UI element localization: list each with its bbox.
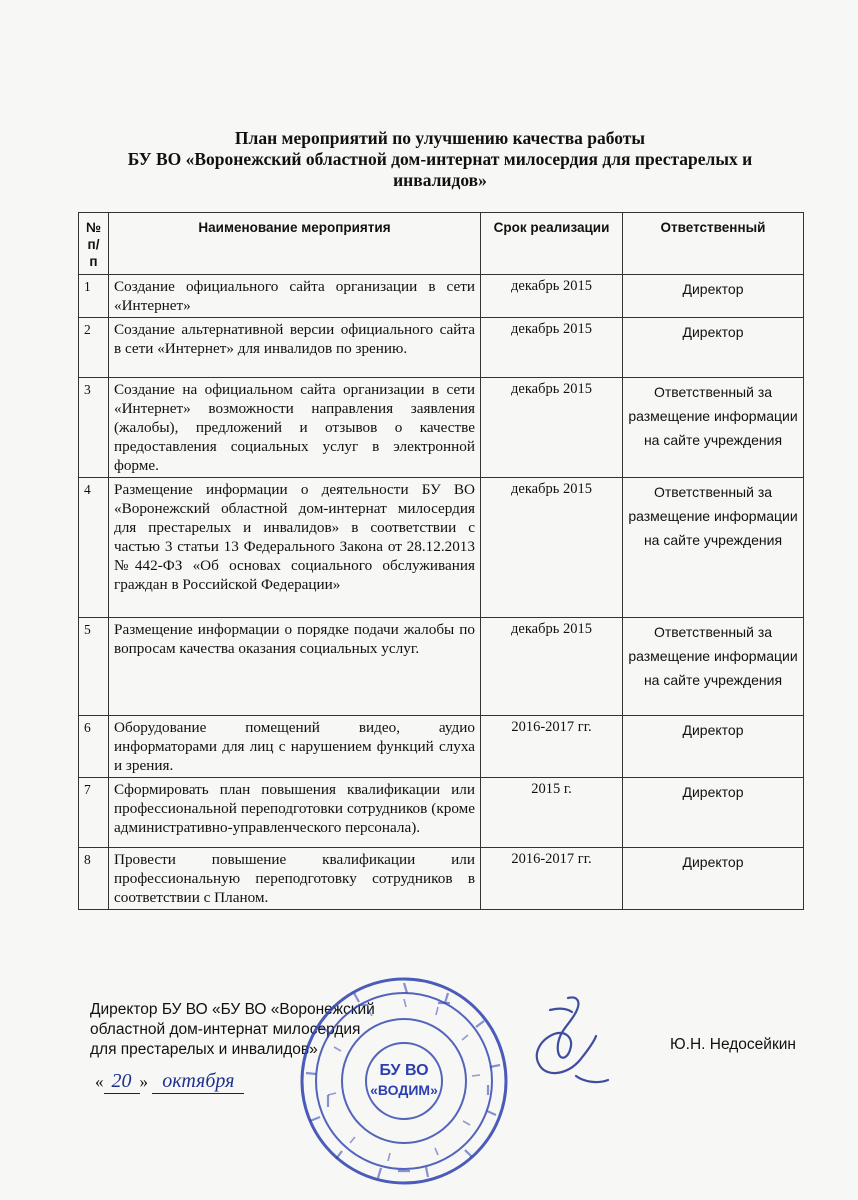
table-row <box>79 848 804 910</box>
cell-responsible: Директор <box>623 275 804 318</box>
cell-responsible: Директор <box>623 716 804 778</box>
cell-responsible: Ответственный за размещение информации на сайте учреждения <box>623 478 804 618</box>
cell-num: 1 <box>79 275 109 318</box>
table-row <box>79 716 804 778</box>
title-line-1: План мероприятий по улучшению качества работы <box>234 128 646 148</box>
cell-name: Создание официального сайта организации в сети «Интернет» <box>109 275 481 318</box>
table-header-row <box>79 213 804 275</box>
cell-term: декабрь 2015 <box>481 378 623 478</box>
cell-num: 4 <box>79 478 109 618</box>
page-title <box>60 128 820 191</box>
cell-term: декабрь 2015 <box>481 275 623 318</box>
header-num: № п/п <box>79 213 109 275</box>
date-quote-open: « <box>95 1072 104 1091</box>
cell-responsible: Ответственный за размещение информации на сайте учреждения <box>623 618 804 716</box>
cell-name: Сформировать план повышения квалификации или профессиональной переподготовки сотрудников (кроме административно-управленческого персонала). <box>109 778 481 848</box>
handwritten-signature <box>510 990 620 1100</box>
cell-name: Оборудование помещений видео, аудио информаторами для лиц с нарушением функций слуха и зрения. <box>109 716 481 778</box>
table-row <box>79 275 804 318</box>
date-quote-close: » <box>139 1072 148 1091</box>
cell-num: 8 <box>79 848 109 910</box>
cell-name: Размещение информации о порядке подачи жалобы по вопросам качества оказания социальных услуг. <box>109 618 481 716</box>
cell-term: декабрь 2015 <box>481 478 623 618</box>
cell-term: 2015 г. <box>481 778 623 848</box>
signer-name: Ю.Н. Недосейкин <box>670 1036 796 1053</box>
cell-name: Провести повышение квалификации или профессиональную переподготовку сотрудников в соответствии с Планом. <box>109 848 481 910</box>
cell-num: 5 <box>79 618 109 716</box>
cell-num: 3 <box>79 378 109 478</box>
director-line-1: Директор БУ ВО «БУ ВО «Воронежский <box>90 1001 375 1018</box>
cell-name: Создание альтернативной версии официального сайта в сети «Интернет» для инвалидов по зрению. <box>109 318 481 378</box>
signature-date <box>95 1070 244 1094</box>
cell-num: 6 <box>79 716 109 778</box>
header-name: Наименование мероприятия <box>109 213 481 275</box>
date-month: октября <box>152 1070 244 1094</box>
title-line-2: БУ ВО «Воронежский областной дом-интернат милосердия для престарелых и <box>127 149 753 169</box>
table-row <box>79 618 804 716</box>
director-line-3: для престарелых и инвалидов» <box>90 1041 318 1058</box>
cell-term: 2016-2017 гг. <box>481 848 623 910</box>
header-responsible: Ответственный <box>623 213 804 275</box>
cell-term: декабрь 2015 <box>481 618 623 716</box>
table-row <box>79 378 804 478</box>
cell-responsible: Ответственный за размещение информации на сайте учреждения <box>623 378 804 478</box>
title-line-3: инвалидов» <box>393 170 487 190</box>
table-row <box>79 478 804 618</box>
cell-term: декабрь 2015 <box>481 318 623 378</box>
cell-name: Размещение информации о деятельности БУ ВО «Воронежский областной дом-интернат милосердия для престарелых и инвалидов» в соответствии с частью 3 статьи 13 Федерального Закона от 28.12.2013 №442-ФЗ «Об основах социального обслуживания граждан в Российской Федерации» <box>109 478 481 618</box>
cell-num: 7 <box>79 778 109 848</box>
cell-name: Создание на официальном сайта организации в сети «Интернет» возможности направления заявления (жалобы), предложений и отзывов о качестве предоставления социальных услуг в электронной форме. <box>109 378 481 478</box>
cell-responsible: Директор <box>623 778 804 848</box>
cell-num: 2 <box>79 318 109 378</box>
director-line-2: областной дом-интернат милосердия <box>90 1021 361 1038</box>
cell-responsible: Директор <box>623 318 804 378</box>
cell-term: 2016-2017 гг. <box>481 716 623 778</box>
date-day: 20 <box>104 1070 140 1094</box>
stamp-center-text-2: «ВОДИМ» <box>370 1082 438 1098</box>
table-row <box>79 778 804 848</box>
header-term: Срок реализации <box>481 213 623 275</box>
stamp-center-text-1: БУ ВО <box>379 1062 429 1079</box>
table-row <box>79 318 804 378</box>
official-stamp <box>298 975 510 1187</box>
cell-responsible: Директор <box>623 848 804 910</box>
plan-table <box>78 212 804 910</box>
